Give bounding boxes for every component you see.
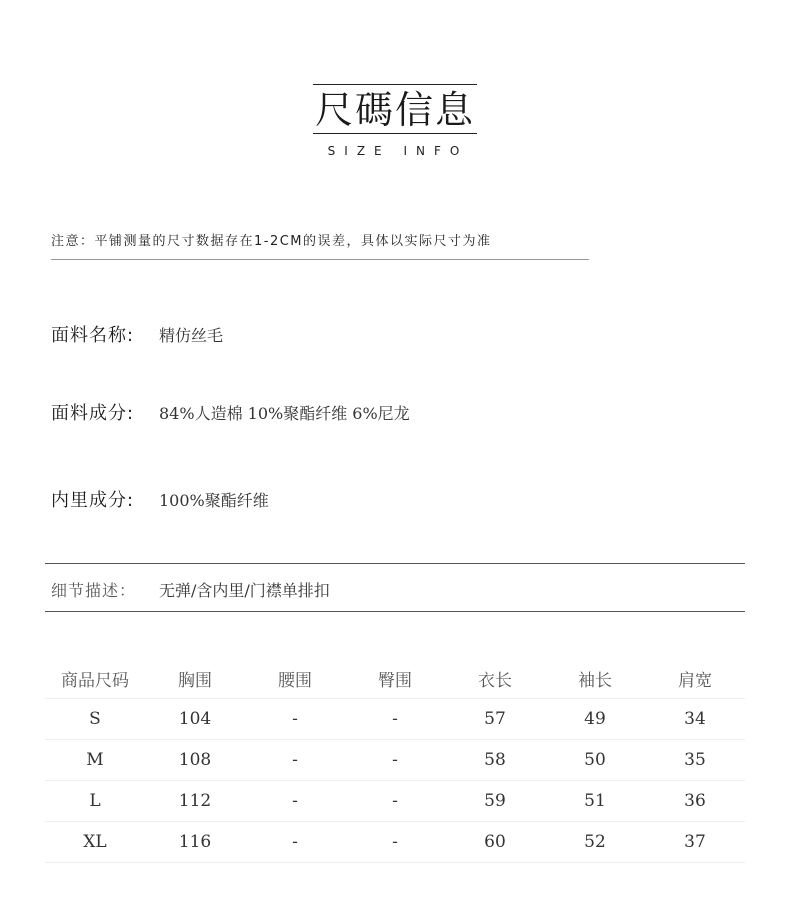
table-cell: 36 — [645, 781, 745, 822]
table-cell: 51 — [545, 781, 645, 822]
header-sleeve: 袖长 — [545, 658, 645, 699]
size-table-header — [45, 658, 745, 699]
table-cell: 116 — [145, 822, 245, 863]
header-size: 商品尺码 — [45, 658, 145, 699]
detail-bottom-divider — [45, 611, 745, 612]
detail-top-divider — [45, 563, 745, 564]
table-cell: 52 — [545, 822, 645, 863]
fabric-name-row — [51, 321, 223, 347]
header-hip: 臀围 — [345, 658, 445, 699]
table-cell: 58 — [445, 740, 545, 781]
table-row — [45, 822, 745, 863]
page-title: 尺碼信息 — [314, 88, 475, 132]
lining-composition-label: 内里成分: — [51, 490, 135, 511]
fabric-name-value: 精仿丝毛 — [159, 326, 224, 345]
table-cell: - — [245, 740, 345, 781]
measurement-notice: 注意：平铺测量的尺寸数据存在1-2CM的误差，具体以实际尺寸为准 — [51, 234, 492, 249]
table-cell: 104 — [145, 699, 245, 740]
table-cell: M — [45, 740, 145, 781]
table-row — [45, 740, 745, 781]
title-box — [313, 84, 477, 134]
detail-label: 细节描述： — [51, 581, 137, 600]
table-row — [45, 699, 745, 740]
detail-value: 无弹/含内里/门襟单排扣 — [159, 581, 330, 600]
page-subtitle: SIZE INFO — [327, 144, 469, 158]
table-cell: L — [45, 781, 145, 822]
table-cell: 49 — [545, 699, 645, 740]
table-row — [45, 781, 745, 822]
table-cell: - — [345, 740, 445, 781]
notice-divider — [51, 259, 589, 260]
table-cell: - — [345, 699, 445, 740]
header — [0, 84, 790, 158]
table-cell: 34 — [645, 699, 745, 740]
table-cell: - — [245, 822, 345, 863]
table-cell: - — [345, 781, 445, 822]
table-cell: 60 — [445, 822, 545, 863]
table-cell: S — [45, 699, 145, 740]
header-length: 衣长 — [445, 658, 545, 699]
table-cell: - — [345, 822, 445, 863]
header-chest: 胸围 — [145, 658, 245, 699]
detail-row — [51, 578, 330, 601]
table-cell: 59 — [445, 781, 545, 822]
table-cell: - — [245, 699, 345, 740]
fabric-composition-value: 84%人造棉 10%聚酯纤维 6%尼龙 — [159, 404, 410, 423]
table-cell: - — [245, 781, 345, 822]
table-cell: 112 — [145, 781, 245, 822]
fabric-composition-row — [51, 399, 410, 425]
table-cell: XL — [45, 822, 145, 863]
table-cell: 108 — [145, 740, 245, 781]
fabric-composition-label: 面料成分: — [51, 403, 135, 424]
header-shoulder: 肩宽 — [645, 658, 745, 699]
table-cell: 35 — [645, 740, 745, 781]
lining-composition-row — [51, 486, 269, 512]
header-waist: 腰围 — [245, 658, 345, 699]
table-cell: 37 — [645, 822, 745, 863]
table-cell: 57 — [445, 699, 545, 740]
table-cell: 50 — [545, 740, 645, 781]
size-table — [45, 658, 745, 863]
fabric-name-label: 面料名称: — [51, 325, 135, 346]
lining-composition-value: 100%聚酯纤维 — [159, 491, 269, 510]
